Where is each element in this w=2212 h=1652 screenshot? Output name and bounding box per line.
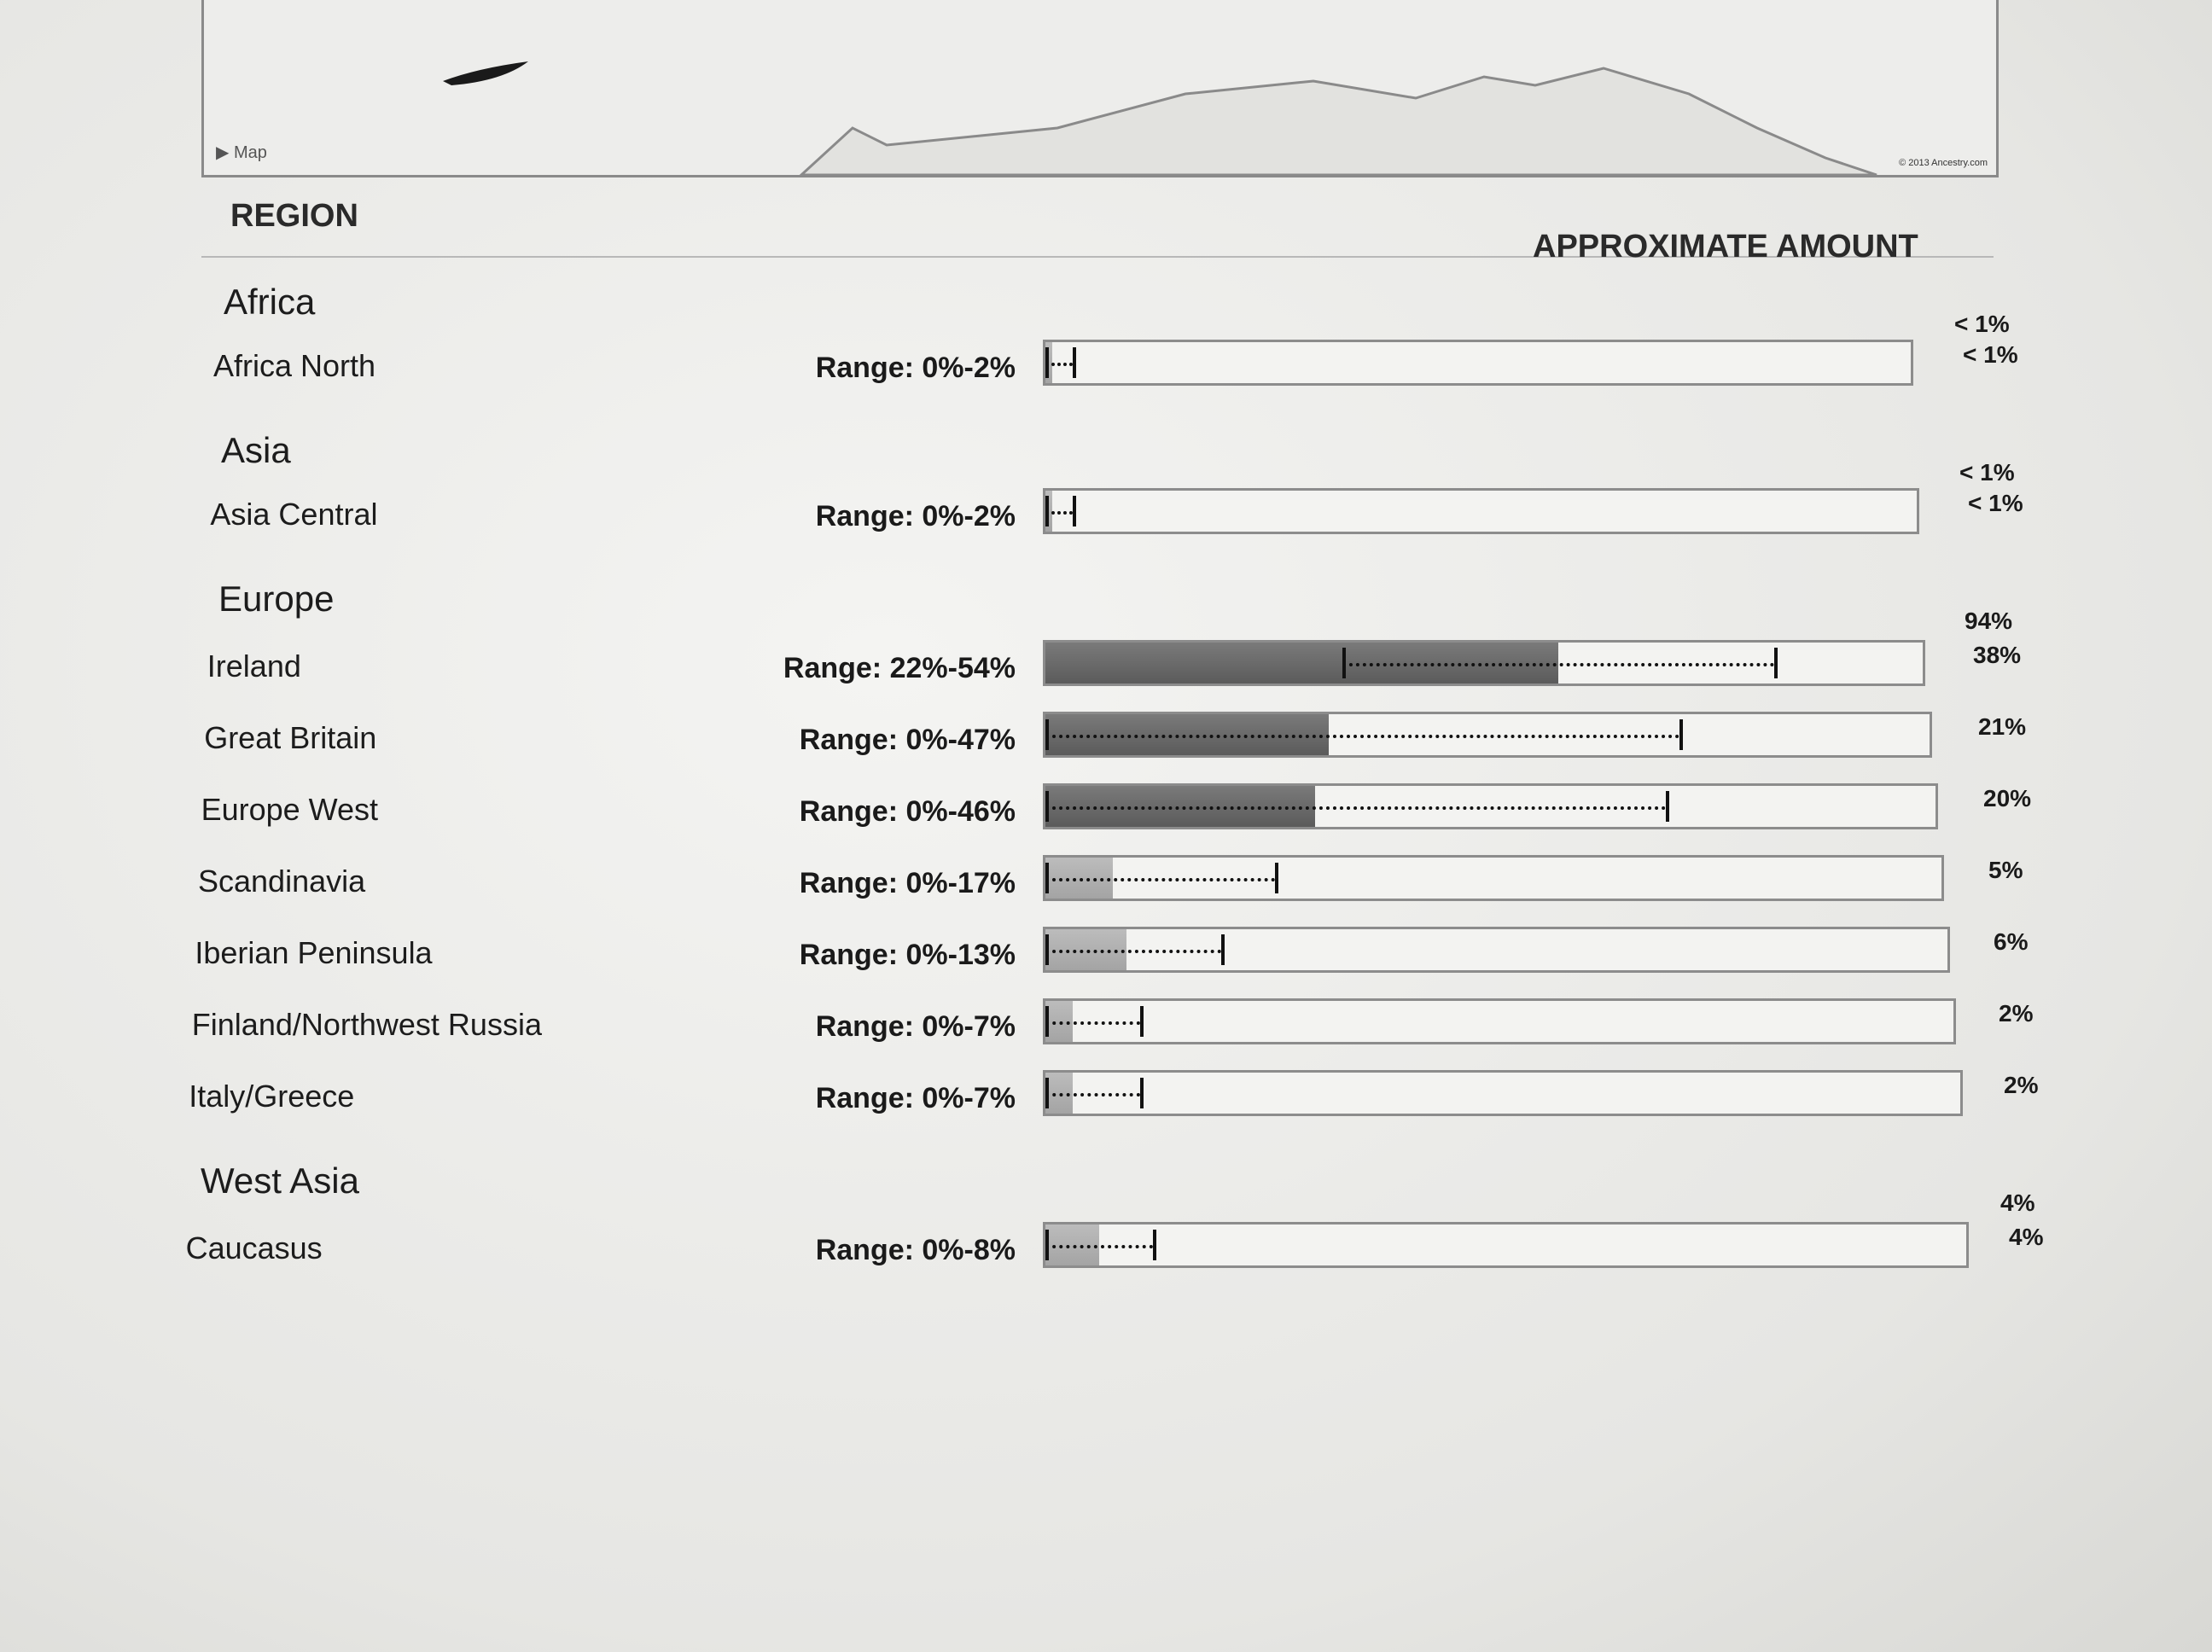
bar-track[interactable]	[1043, 340, 1913, 386]
range-max-cap	[1221, 934, 1225, 965]
range-max-cap	[1679, 719, 1683, 750]
group-percent: < 1%	[1954, 311, 2010, 337]
range-error-line	[1045, 511, 1073, 515]
range-min-cap	[1342, 648, 1346, 678]
range-label: Range: 0%-47%	[799, 724, 1016, 756]
bar-track[interactable]	[1043, 488, 1919, 534]
map-landmass-shape	[443, 61, 528, 85]
bar-track[interactable]	[1043, 855, 1944, 901]
range-max-cap	[1140, 1078, 1144, 1108]
bar-track[interactable]	[1043, 640, 1925, 686]
row-percent: 20%	[1983, 785, 2032, 811]
group-percent: 4%	[2000, 1190, 2035, 1216]
map-outline	[204, 0, 1996, 175]
range-label: Range: 0%-7%	[815, 1082, 1016, 1114]
range-min-cap	[1045, 719, 1049, 750]
row-percent: 4%	[2009, 1224, 2044, 1250]
region-label: Scandinavia	[198, 864, 366, 899]
range-error-line	[1045, 1021, 1140, 1025]
range-error-line	[1045, 950, 1221, 953]
map-credit: © 2013 Ancestry.com	[1899, 158, 1988, 168]
group-label: Europe	[218, 579, 335, 619]
range-max-cap	[1140, 1006, 1144, 1037]
region-label: Africa North	[213, 348, 376, 383]
row-percent: < 1%	[1963, 341, 2018, 368]
row-percent: 21%	[1978, 713, 2027, 740]
row-percent: 5%	[1988, 857, 2023, 883]
range-min-cap	[1045, 791, 1049, 822]
row-percent: 6%	[1994, 928, 2029, 955]
region-label: Italy/Greece	[189, 1079, 355, 1114]
bar-track[interactable]	[1043, 1222, 1969, 1268]
region-label: Iberian Peninsula	[195, 935, 433, 970]
group-percent: 94%	[1965, 608, 2013, 634]
range-label: Range: 0%-46%	[799, 795, 1016, 828]
range-error-line	[1045, 1245, 1153, 1248]
bar-track[interactable]	[1043, 927, 1950, 973]
region-label: Asia Central	[210, 497, 378, 532]
range-label: Range: 0%-2%	[815, 352, 1016, 384]
range-label: Range: 0%-7%	[815, 1010, 1016, 1043]
row-percent: 38%	[1973, 642, 2022, 668]
row-percent: < 1%	[1968, 490, 2023, 516]
range-max-cap	[1073, 496, 1076, 526]
range-max-cap	[1275, 863, 1278, 893]
range-max-cap	[1666, 791, 1669, 822]
region-map[interactable]	[201, 0, 1999, 177]
range-error-line	[1045, 363, 1073, 366]
row-percent: 2%	[1999, 1000, 2034, 1027]
range-min-cap	[1045, 496, 1049, 526]
range-min-cap	[1045, 934, 1049, 965]
bar-track[interactable]	[1043, 712, 1932, 758]
range-min-cap	[1045, 1006, 1049, 1037]
range-max-cap	[1153, 1230, 1156, 1260]
group-label: Asia	[221, 430, 291, 470]
range-label: Range: 0%-2%	[815, 500, 1016, 532]
group-label: West Asia	[201, 1160, 359, 1201]
region-label: Caucasus	[185, 1230, 323, 1265]
range-min-cap	[1045, 1078, 1049, 1108]
map-toggle-link[interactable]: ▶ Map	[216, 143, 267, 162]
bar-track[interactable]	[1043, 1070, 1963, 1116]
range-error-line	[1045, 735, 1679, 738]
bar-track[interactable]	[1043, 783, 1938, 829]
range-label: Range: 22%-54%	[783, 652, 1016, 684]
region-column-header: REGION	[230, 198, 358, 234]
range-error-line	[1045, 806, 1666, 810]
group-label: Africa	[224, 282, 316, 322]
range-label: Range: 0%-8%	[815, 1234, 1016, 1266]
range-min-cap	[1045, 863, 1049, 893]
range-label: Range: 0%-13%	[799, 939, 1016, 971]
bar-track[interactable]	[1043, 998, 1956, 1044]
range-max-cap	[1073, 347, 1076, 378]
range-error-line	[1342, 663, 1774, 666]
range-min-cap	[1045, 1230, 1049, 1260]
range-label: Range: 0%-17%	[799, 867, 1016, 899]
row-percent: 2%	[2004, 1072, 2039, 1098]
range-error-line	[1045, 1093, 1140, 1096]
range-min-cap	[1045, 347, 1049, 378]
region-label: Great Britain	[204, 720, 377, 755]
region-label: Finland/Northwest Russia	[191, 1007, 542, 1042]
range-max-cap	[1774, 648, 1778, 678]
group-percent: < 1%	[1959, 459, 2015, 486]
amount-column-header: APPROXIMATE AMOUNT	[1533, 229, 1918, 265]
region-label: Ireland	[207, 649, 301, 683]
region-label: Europe West	[201, 792, 379, 827]
range-error-line	[1045, 878, 1275, 881]
